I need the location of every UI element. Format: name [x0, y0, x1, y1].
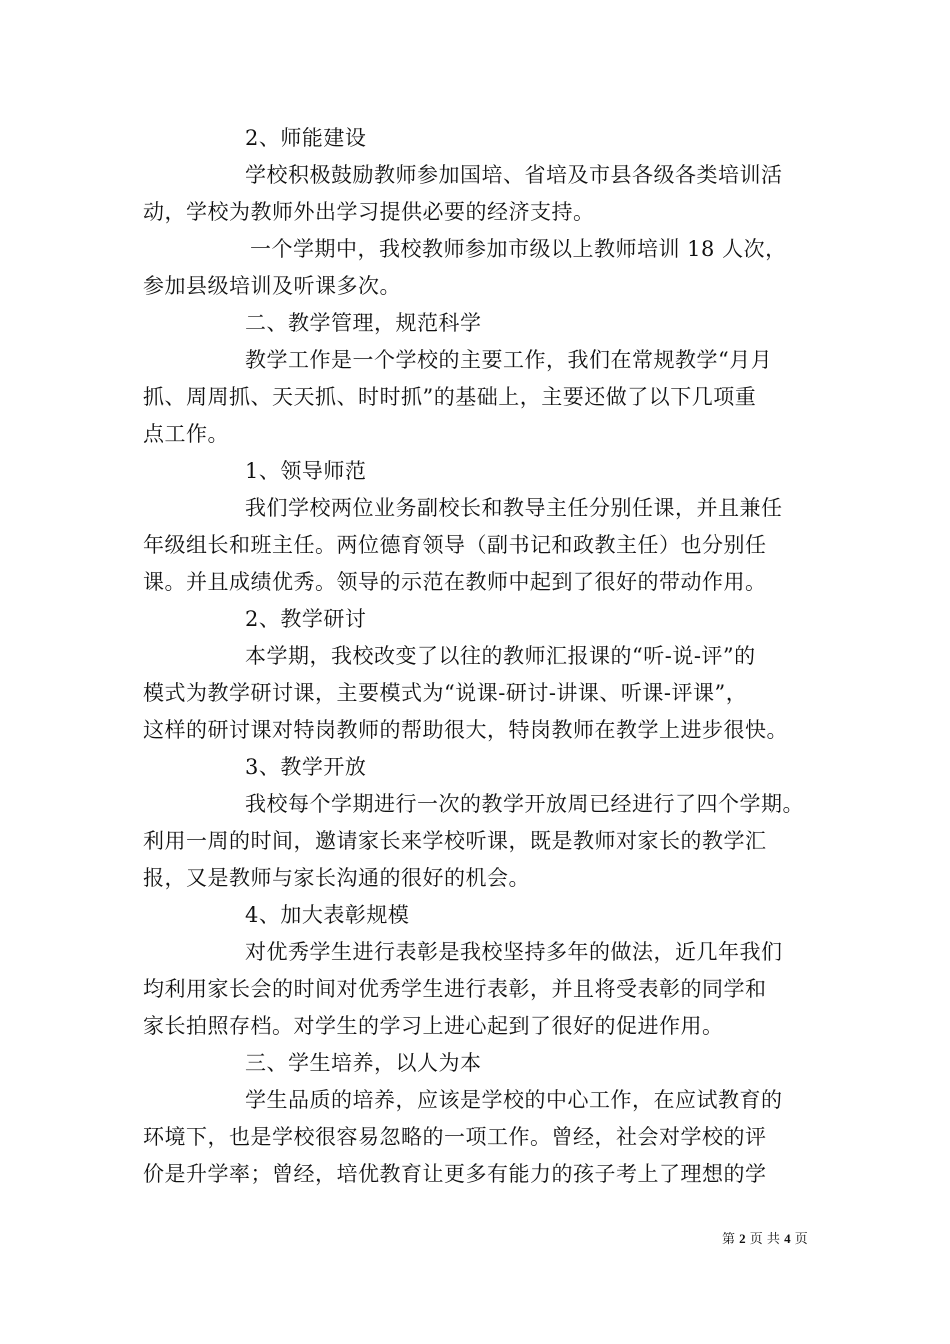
section-heading: 2、教学研讨 [245, 607, 367, 631]
total-page-count: 4 [784, 1231, 791, 1246]
paragraph-line: 这样的研讨课对特岗教师的帮助很大，特岗教师在教学上进步很快。 [143, 718, 788, 742]
paragraph-line: 年级组长和班主任。两位德育领导（副书记和政教主任）也分别任 [143, 533, 767, 557]
paragraph-line: 参加县级培训及听课多次。 [143, 274, 401, 298]
section-heading: 3、教学开放 [245, 755, 367, 779]
paragraph-line: 利用一周的时间，邀请家长来学校听课，既是教师对家长的教学汇 [143, 829, 767, 853]
paragraph-line: 动，学校为教师外出学习提供必要的经济支持。 [143, 200, 595, 224]
page-number-footer [722, 1230, 808, 1249]
current-page-number: 2 [739, 1231, 746, 1246]
paragraph-line: 家长拍照存档。对学生的学习上进心起到了很好的促进作用。 [143, 1014, 724, 1038]
paragraph-line: 本学期，我校改变了以往的教师汇报课的“听-说-评”的 [245, 644, 756, 668]
section-heading: 2、师能建设 [245, 126, 367, 150]
section-heading: 1、领导师范 [245, 459, 367, 483]
paragraph-line: 模式为教学研讨课，主要模式为“说课-研讨-讲课、听课-评课”， [143, 681, 748, 705]
footer-suffix: 页 [794, 1232, 808, 1247]
paragraph-line: 对优秀学生进行表彰是我校坚持多年的做法，近几年我们 [245, 940, 783, 964]
paragraph-line: 我们学校两位业务副校长和教导主任分别任课，并且兼任 [245, 496, 783, 520]
paragraph-line: 课。并且成绩优秀。领导的示范在教师中起到了很好的带动作用。 [143, 570, 767, 594]
paragraph-line: 教学工作是一个学校的主要工作，我们在常规教学“月月 [245, 348, 773, 372]
paragraph-line: 报，又是教师与家长沟通的很好的机会。 [143, 866, 530, 890]
footer-prefix: 第 [722, 1232, 736, 1247]
paragraph-line: 点工作。 [143, 422, 229, 446]
paragraph-line: 一个学期中，我校教师参加市级以上教师培训 18 人次， [250, 237, 787, 261]
paragraph-line: 我校每个学期进行一次的教学开放周已经进行了四个学期。 [245, 792, 804, 816]
section-heading: 三、学生培养，以人为本 [245, 1051, 482, 1075]
paragraph-line: 均利用家长会的时间对优秀学生进行表彰，并且将受表彰的同学和 [143, 977, 767, 1001]
footer-middle: 页 共 [749, 1232, 780, 1247]
section-heading: 4、加大表彰规模 [245, 903, 410, 927]
paragraph-line: 价是升学率；曾经，培优教育让更多有能力的孩子考上了理想的学 [143, 1162, 767, 1186]
section-heading: 二、教学管理，规范科学 [245, 311, 482, 335]
paragraph-line: 抓、周周抓、天天抓、时时抓”的基础上，主要还做了以下几项重 [143, 385, 757, 409]
paragraph-line: 学生品质的培养，应该是学校的中心工作，在应试教育的 [245, 1088, 783, 1112]
paragraph-line: 学校积极鼓励教师参加国培、省培及市县各级各类培训活 [245, 163, 783, 187]
paragraph-line: 环境下，也是学校很容易忽略的一项工作。曾经，社会对学校的评 [143, 1125, 767, 1149]
